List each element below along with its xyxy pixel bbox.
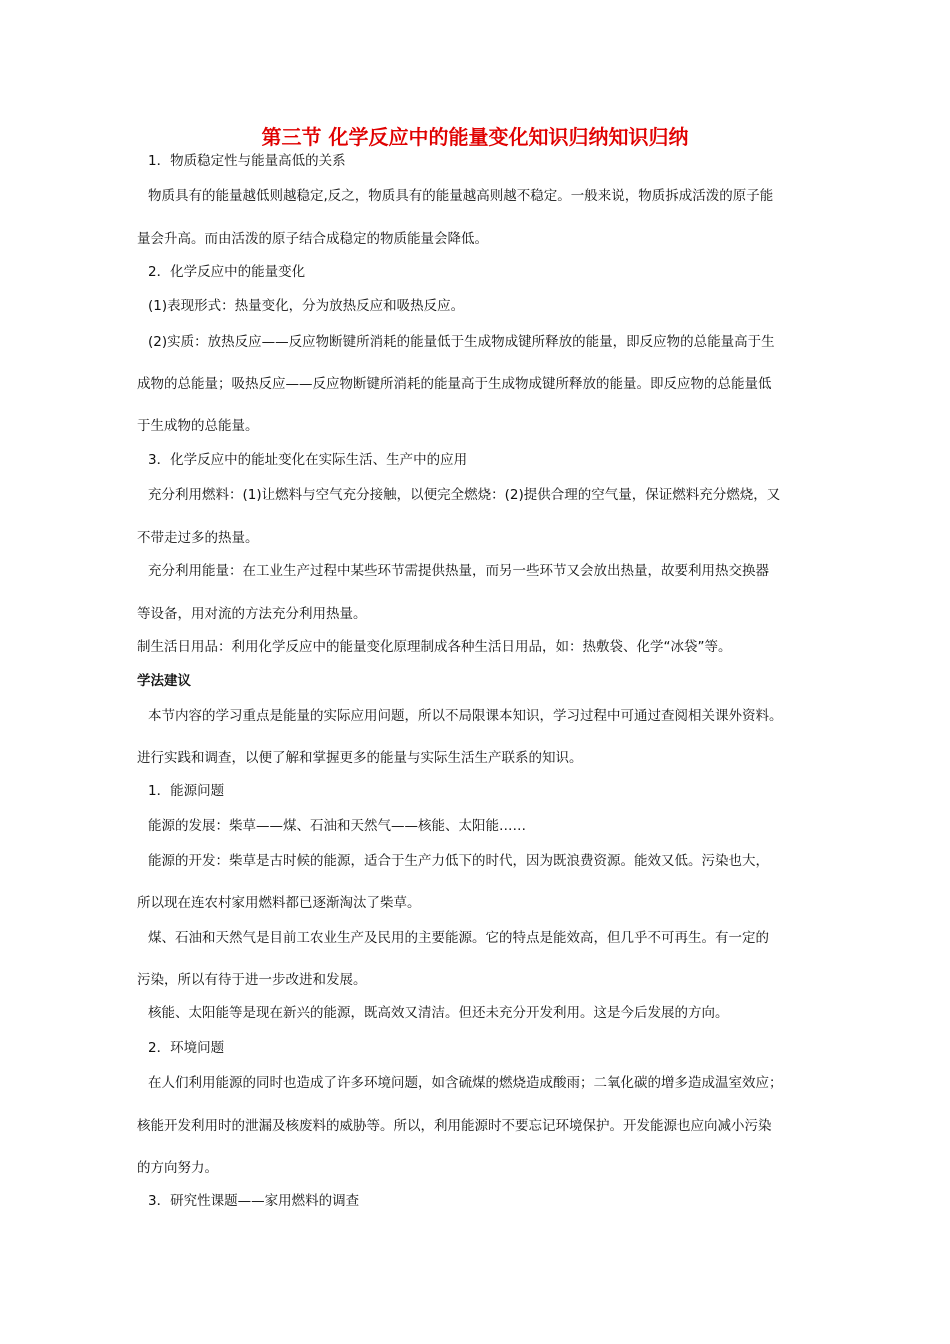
paragraph-line: 制生活日用品：利用化学反应中的能量变化原理制成各种生活日用品，如：热敷袋、化学“冰袋”等。 xyxy=(137,639,732,655)
paragraph-line: 煤、石油和天然气是目前工农业生产及民用的主要能源。它的特点是能效高，但几乎不可再生。有一定的 xyxy=(148,930,769,946)
paragraph-line: (2)实质：放热反应——反应物断键所消耗的能量低于生成物成键所释放的能量，即反应物的总能量高于生 xyxy=(148,334,775,350)
paragraph-line: 污染，所以有待于进一步改进和发展。 xyxy=(137,972,367,988)
heading-2: 2．化学反应中的能量变化 xyxy=(148,264,306,280)
paragraph-line: 等设备，用对流的方法充分利用热量。 xyxy=(137,606,367,622)
paragraph-line: 物质具有的能量越低则越稳定,反之，物质具有的能量越高则越不稳定。一般来说，物质拆成活泼的原子能 xyxy=(148,188,774,204)
paragraph-line: 在人们利用能源的同时也造成了许多环境问题，如含硫煤的燃烧造成酸雨；二氧化碳的增多造成温室效应； xyxy=(148,1075,783,1091)
heading-3: 3．化学反应中的能址变化在实际生活、生产中的应用 xyxy=(148,452,468,468)
heading-1: 1．物质稳定性与能量高低的关系 xyxy=(148,153,346,169)
paragraph-line: 本节内容的学习重点是能量的实际应用问题，所以不局限课本知识，学习过程中可通过查阅相关课外资料。 xyxy=(148,708,783,724)
paragraph-line: 能源的开发：柴草是古时候的能源，适合于生产力低下的时代，因为既浪费资源。能效又低。污染也大， xyxy=(148,853,769,869)
paragraph-line: 成物的总能量；吸热反应——反应物断键所消耗的能量高于生成物成键所释放的能量。即反应物的总能量低 xyxy=(137,376,772,392)
heading-research: 3．研究性课题——家用燃料的调查 xyxy=(148,1193,360,1209)
heading-energy: 1．能源问题 xyxy=(148,783,225,799)
paragraph-line: 核能、太阳能等是现在新兴的能源，既高效又清洁。但还未充分开发利用。这是今后发展的方向。 xyxy=(148,1005,729,1021)
paragraph-line: 的方向努力。 xyxy=(137,1160,218,1176)
section-heading-study-advice: 学法建议 xyxy=(137,673,191,689)
paragraph-line: 能源的发展：柴草——煤、石油和天然气——核能、太阳能…… xyxy=(148,818,526,834)
document-title: 第三节 化学反应中的能量变化知识归纳知识归纳 xyxy=(261,125,689,149)
paragraph-line: 量会升高。而由活泼的原子结合成稳定的物质能量会降低。 xyxy=(137,231,488,247)
paragraph-line: 所以现在连农村家用燃料都已逐渐淘汰了柴草。 xyxy=(137,895,421,911)
paragraph-line: (1)表现形式：热量变化，分为放热反应和吸热反应。 xyxy=(148,298,465,314)
paragraph-line: 不带走过多的热量。 xyxy=(137,530,259,546)
paragraph-line: 核能开发利用时的泄漏及核废料的威胁等。所以，利用能源时不要忘记环境保护。开发能源也应向减小污染 xyxy=(137,1118,772,1134)
paragraph-line: 充分利用能量：在工业生产过程中某些环节需提供热量，而另一些环节又会放出热量，故要利用热交换器 xyxy=(148,563,769,579)
paragraph-line: 进行实践和调查，以便了解和掌握更多的能量与实际生活生产联系的知识。 xyxy=(137,750,583,766)
paragraph-line: 于生成物的总能量。 xyxy=(137,418,259,434)
heading-environment: 2．环境问题 xyxy=(148,1040,225,1056)
paragraph-line: 充分利用燃料：(1)让燃料与空气充分接触，以便完全燃烧：(2)提供合理的空气量，保证燃料充分燃烧，又 xyxy=(148,487,781,503)
